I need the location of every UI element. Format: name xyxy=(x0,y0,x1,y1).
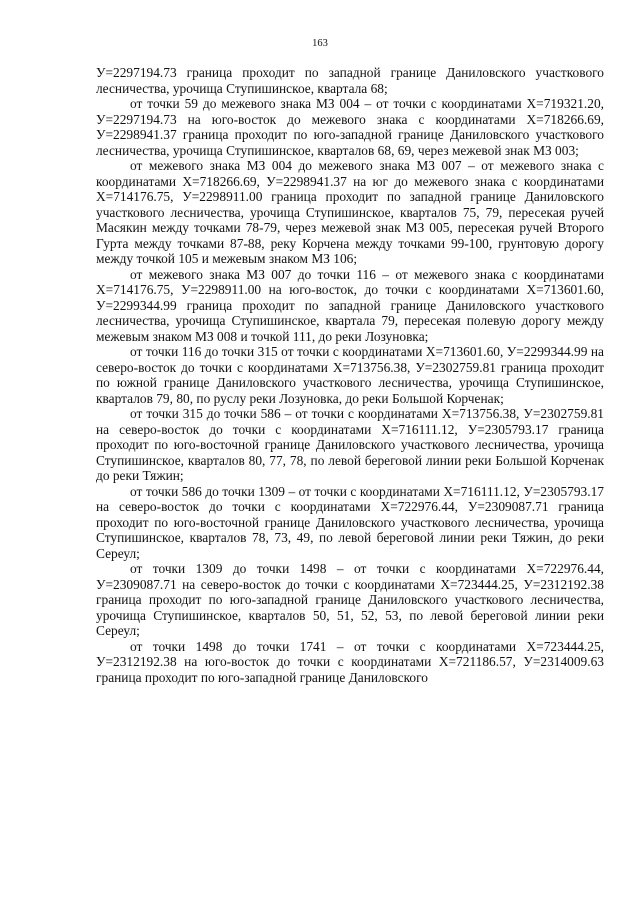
paragraph-9: от точки 1498 до точки 1741 – от точки с координатами Х=723444.25, У=2312192.38 на юго-восток до точки с координатами Х=721186.57, У=2314009.63 граница проходит по юго-западной границе Даниловского xyxy=(96,638,604,685)
document-body xyxy=(96,65,604,685)
paragraph-5: от точки 116 до точки 315 от точки с координатами Х=713601.60, У=2299344.99 на северо-восток до точки с координатами Х=713756.38, У=2302759.81 граница проходит по южной границе Даниловского участкового лесничества, урочища Ступишинское, кварталов 79, 80, по руслу реки Лозуновка, до реки Большой Корченак; xyxy=(96,344,604,406)
paragraph-7: от точки 586 до точки 1309 – от точки с координатами Х=716111.12, У=2305793.17 на северо-восток до точки с координатами Х=722976.44, У=2309087.71 граница проходит по юго-восточной границе Даниловского участкового лесничества, урочища Ступишинское, кварталов 78, 73, 49, по левой береговой линии реки Тяжин, до реки Сереул; xyxy=(96,483,604,561)
page-number: 163 xyxy=(312,38,328,49)
paragraph-3: от межевого знака МЗ 004 до межевого знака МЗ 007 – от межевого знака с координатами Х=718266.69, У=2298941.37 на юг до межевого знака с координатами Х=714176.75, У=2298911.00 граница проходит по западной границе Даниловского участкового лесничества, урочища Ступишинское, кварталов 75, 79, пересекая ручей Масякин между точками 78-79, через межевой знак МЗ 005, пересекая ручей Второго Гурта между точками 87-88, реку Корчена между точками 99-100, грунтовую дорогу между точкой 105 и межевым знаком МЗ 106; xyxy=(96,158,604,266)
paragraph-6: от точки 315 до точки 586 – от точки с координатами Х=713756.38, У=2302759.81 на северо-восток до точки с координатами Х=716111.12, У=2305793.17 граница проходит по юго-восточной границе Даниловского участкового лесничества, урочища Ступишинское, кварталов 80, 77, 78, по левой береговой линии реки Большой Корченак до реки Тяжин; xyxy=(96,406,604,483)
paragraph-4: от межевого знака МЗ 007 до точки 116 – от межевого знака с координатами Х=714176.75, У=2298911.00 на юго-восток, до точки с координатами Х=713601.60, У=2299344.99 граница проходит по западной границе Даниловского участкового лесничества, урочища Ступишинское, квартала 79, пересекая полевую дорогу между межевым знаком МЗ 008 и точкой 111, до реки Лозуновка; xyxy=(96,266,604,344)
paragraph-8: от точки 1309 до точки 1498 – от точки с координатами Х=722976.44, У=2309087.71 на северо-восток до точки с координатами Х=723444.25, У=2312192.38 граница проходит по юго-западной границе Даниловского участкового лесничества, урочища Ступишинское, кварталов 50, 51, 52, 53, по левой береговой линии реки Сереул; xyxy=(96,561,604,638)
paragraph-2: от точки 59 до межевого знака МЗ 004 – от точки с координатами Х=719321.20, У=2297194.73 на юго-восток до межевого знака с координатами Х=718266.69, У=2298941.37 граница проходит по юго-западной границе Даниловского участкового лесничества, урочища Ступишинское, кварталов 68, 69, через межевой знак МЗ 003; xyxy=(96,96,604,158)
paragraph-1: У=2297194.73 граница проходит по западной границе Даниловского участкового лесничества, урочища Ступишинское, квартала 68; xyxy=(96,65,604,96)
